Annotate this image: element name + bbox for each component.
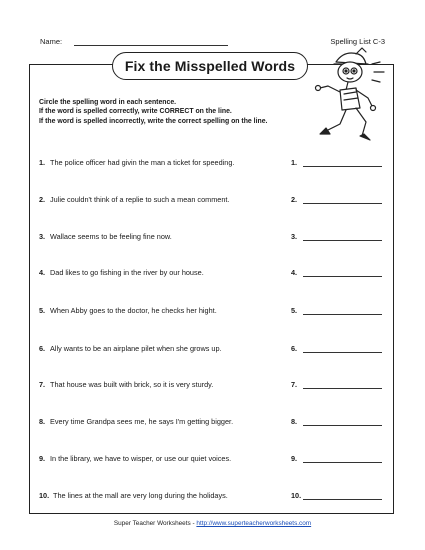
question-number: 3. [39,232,46,241]
footer-separator: - [190,520,197,527]
footer [0,520,425,527]
answer-number: 8. [291,417,298,426]
question-row [39,380,384,392]
answer-number: 7. [291,380,298,389]
answer-number: 1. [291,158,298,167]
question-sentence: Ally wants to be an airplane pilet when she grows up. [50,344,222,353]
question-row [39,306,384,318]
question-sentence: That house was built with brick, so it is very sturdy. [50,380,214,389]
question-number: 7. [39,380,46,389]
question-number: 1. [39,158,46,167]
question-number: 10. [39,491,50,500]
answer-blank-line[interactable] [303,314,382,315]
instruction-line: If the word is spelled incorrectly, write the correct spelling on the line. [39,117,268,125]
answer-blank-line[interactable] [303,276,382,277]
answer-number: 4. [291,268,298,277]
question-number: 6. [39,344,46,353]
footer-url-link[interactable]: http://www.superteacherworksheets.com [196,520,312,527]
question-number: 9. [39,454,46,463]
answer-number: 2. [291,195,298,204]
answer-number: 9. [291,454,298,463]
worksheet-title: Fix the Misspelled Words [112,52,308,80]
answer-blank-line[interactable] [303,499,382,500]
footer-brand: Super Teacher Worksheets [113,520,191,527]
question-row [39,454,384,466]
question-row [39,417,384,429]
instruction-line: If the word is spelled correctly, write CORRECT on the line. [39,108,232,116]
answer-number: 10. [291,491,302,500]
name-label: Name: [40,37,63,46]
instructions [39,98,369,126]
spelling-list-label: Spelling List C-3 [330,37,385,46]
question-row [39,491,384,503]
question-row [39,195,384,207]
question-sentence: Dad likes to go fishing in the river by our house. [50,268,204,277]
answer-blank-line[interactable] [303,352,382,353]
question-number: 5. [39,306,46,315]
question-number: 4. [39,268,46,277]
question-sentence: Wallace seems to be feeling fine now. [50,232,172,241]
answer-blank-line[interactable] [303,203,382,204]
answer-number: 3. [291,232,298,241]
question-sentence: In the library, we have to wisper, or use our quiet voices. [50,454,232,463]
answer-number: 6. [291,344,298,353]
answer-blank-line[interactable] [303,462,382,463]
question-number: 8. [39,417,46,426]
question-row [39,344,384,356]
question-sentence: Every time Grandpa sees me, he says I'm getting bigger. [50,417,234,426]
answer-number: 5. [291,306,298,315]
instruction-line: Circle the spelling word in each sentence. [39,99,177,106]
question-number: 2. [39,195,46,204]
question-sentence: The police officer had givin the man a ticket for speeding. [50,158,235,167]
question-sentence: Julie couldn't think of a replie to such a mean comment. [50,195,230,204]
question-row [39,268,384,280]
question-row [39,232,384,244]
answer-blank-line[interactable] [303,166,382,167]
answer-blank-line[interactable] [303,425,382,426]
question-sentence: The lines at the mall are very long during the holidays. [53,491,228,500]
answer-blank-line[interactable] [303,388,382,389]
question-sentence: When Abby goes to the doctor, he checks her hight. [50,306,217,315]
name-blank-line[interactable] [74,45,228,46]
answer-blank-line[interactable] [303,240,382,241]
question-row [39,158,384,170]
running-kid-mascot-icon [306,44,386,144]
